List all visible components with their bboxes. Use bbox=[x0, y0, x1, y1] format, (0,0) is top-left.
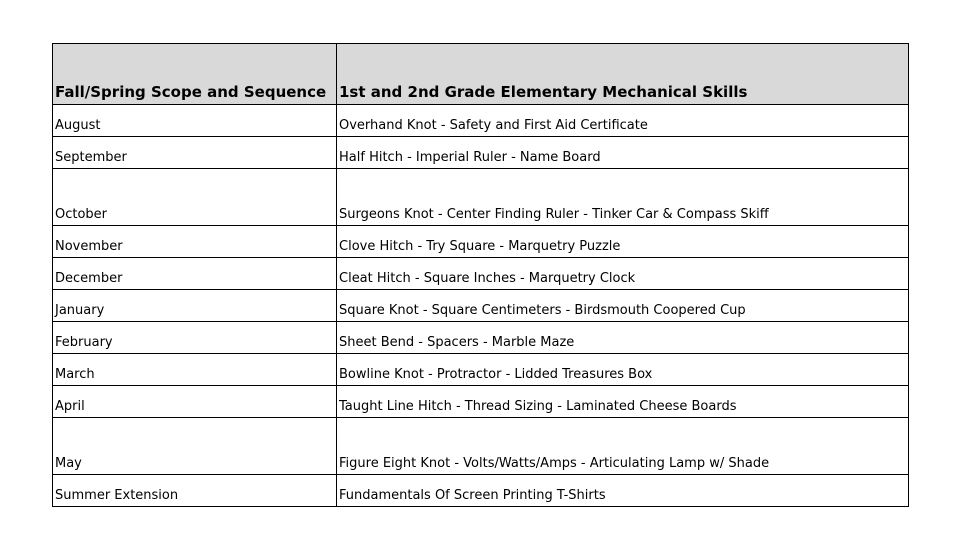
table-row bbox=[53, 169, 909, 226]
skills-cell: Fundamentals Of Screen Printing T-Shirts bbox=[337, 475, 909, 507]
month-cell: March bbox=[53, 354, 337, 386]
table-row bbox=[53, 258, 909, 290]
scope-sequence-table bbox=[52, 43, 909, 507]
skills-cell: Square Knot - Square Centimeters - Birdsmouth Coopered Cup bbox=[337, 290, 909, 322]
month-cell: April bbox=[53, 386, 337, 418]
table-row bbox=[53, 418, 909, 475]
table-row bbox=[53, 322, 909, 354]
month-cell: Summer Extension bbox=[53, 475, 337, 507]
skills-column-header: 1st and 2nd Grade Elementary Mechanical Skills bbox=[337, 44, 909, 105]
skills-cell: Bowline Knot - Protractor - Lidded Treasures Box bbox=[337, 354, 909, 386]
table-row bbox=[53, 475, 909, 507]
table-row bbox=[53, 354, 909, 386]
skills-cell: Half Hitch - Imperial Ruler - Name Board bbox=[337, 137, 909, 169]
table-row bbox=[53, 386, 909, 418]
skills-cell: Figure Eight Knot - Volts/Watts/Amps - Articulating Lamp w/ Shade bbox=[337, 418, 909, 475]
skills-cell: Overhand Knot - Safety and First Aid Certificate bbox=[337, 105, 909, 137]
table-row bbox=[53, 290, 909, 322]
skills-cell: Cleat Hitch - Square Inches - Marquetry Clock bbox=[337, 258, 909, 290]
table-row bbox=[53, 105, 909, 137]
skills-cell: Sheet Bend - Spacers - Marble Maze bbox=[337, 322, 909, 354]
skills-cell: Surgeons Knot - Center Finding Ruler - Tinker Car & Compass Skiff bbox=[337, 169, 909, 226]
month-cell: December bbox=[53, 258, 337, 290]
month-cell: May bbox=[53, 418, 337, 475]
table-row bbox=[53, 226, 909, 258]
header-row bbox=[53, 44, 909, 105]
month-cell: February bbox=[53, 322, 337, 354]
table-row bbox=[53, 137, 909, 169]
month-column-header: Fall/Spring Scope and Sequence bbox=[53, 44, 337, 105]
month-cell: January bbox=[53, 290, 337, 322]
month-cell: November bbox=[53, 226, 337, 258]
skills-cell: Clove Hitch - Try Square - Marquetry Puzzle bbox=[337, 226, 909, 258]
skills-cell: Taught Line Hitch - Thread Sizing - Laminated Cheese Boards bbox=[337, 386, 909, 418]
month-cell: October bbox=[53, 169, 337, 226]
month-cell: September bbox=[53, 137, 337, 169]
month-cell: August bbox=[53, 105, 337, 137]
